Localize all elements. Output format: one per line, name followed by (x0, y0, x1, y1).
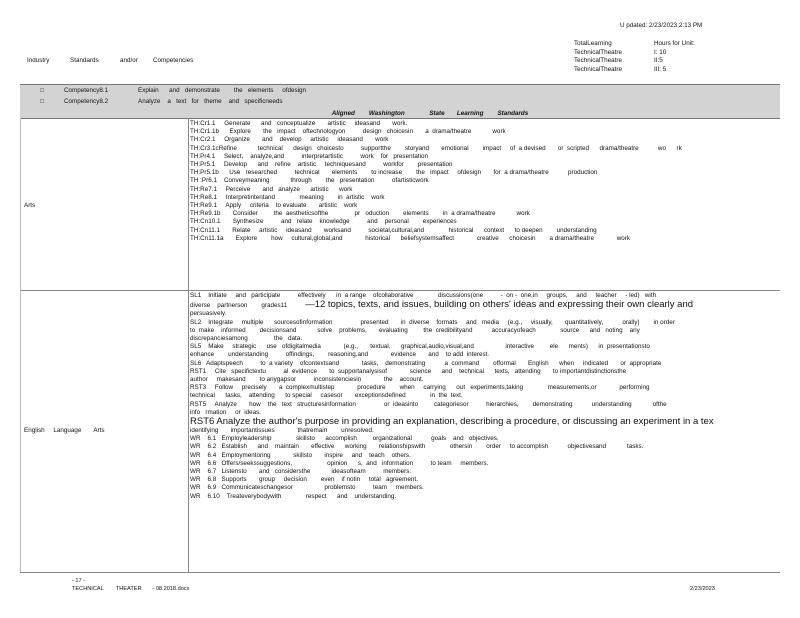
standard-line-text: SL2 Integrate multiple sourcesofinformation presented in diverse formats and media (e.g., visually, quantitatively, orally) in order (190, 318, 675, 326)
standard-line: TH:Re8.1 Interpretintentand meaning in artistic work (190, 193, 385, 201)
standard-line (190, 435, 780, 443)
standard-line (190, 493, 780, 501)
hours-for-unit-label: Hours for Unit: (654, 40, 695, 47)
aligned-standards-heading: Aligned Washington State Learning Standards (331, 110, 529, 117)
standard-line-text: WR 6.10 Treateverybodywith respect and understanding. (190, 492, 397, 500)
standard-line-text: discrepanciesamong the data. (190, 335, 303, 343)
standard-line (190, 292, 780, 300)
hours-row-label: TechnicalTheatre (574, 57, 622, 65)
standard-line (190, 417, 780, 427)
aligned-standards-band (20, 109, 780, 119)
standard-line (190, 409, 780, 417)
competency-code: Competency8.2 (64, 98, 109, 105)
andor-heading: and/or (120, 57, 138, 64)
competency-band (20, 84, 780, 111)
standard-line-text: WR 6.6 Offers/seekssuggestions, opinion s, and information to team members. (190, 459, 489, 467)
standard-line: TH:Cn11.1a Explore how cultural,global,and historical beliefsystemsaffect creative choicesin a drama/theatre work (190, 234, 631, 242)
standard-line-text: WR 6.1 Employleadership skillsto accomplish organizational goals and objectives. (190, 435, 499, 443)
checkbox-icon: □ (40, 87, 44, 94)
standard-line: TH:Pr4.1 Select, analyze,and interpretartistic work for presentation (190, 152, 428, 160)
standard-line: TH:Cr3.1cRefine technical design choicesto supportthe storyand emotional impact of a devised or scripted drama/theatre wo rk (190, 144, 682, 152)
standard-line: TH:Pr5.1b Use researched technical elements to increase the impact ofdesign for a drama/theatre production (190, 169, 598, 177)
standard-line-text: WR 6.2 Establish and maintain effective working relationshipswith othersin order to accomplish objectivesand tasks. (190, 443, 644, 451)
arts-standards-list (190, 120, 780, 243)
competencies-heading: Competencies (153, 57, 194, 64)
competency-text: Explain and demonstrate the elements ofdesign (138, 87, 307, 94)
standard-line (190, 460, 780, 468)
standard-line-text: SL1 Initiate and participate effectively in a range ofcollaborative discussions(one - on - one,in groups, and teacher - led) with (190, 292, 657, 299)
standard-line-text: WR 6.8 Supports group decision even if notin total agreement. (190, 476, 418, 484)
competency-code: Competency8.1 (64, 87, 109, 94)
updated-timestamp: U pdated: 2/23/2023 2:13 PM (620, 22, 703, 29)
standard-line-text: WR 6.9 Communicateschangesor problemsto team members. (190, 484, 424, 492)
standard-line: TH:Cn11.1 Relate artistic ideasand worksand societal,cultural,and historical context to deepen understanding (190, 226, 597, 234)
standard-line: TH:Re7.1 Perceive and analyze artistic work (190, 185, 353, 193)
subject-arts: Arts (24, 202, 36, 209)
standard-line (190, 384, 780, 392)
standard-line-text: RST1 Cite specifictextu al evidence to supportanalysisof science and technical texts, attending to importantdistinctionsthe (190, 367, 627, 375)
standard-line (190, 368, 780, 376)
row-divider (20, 290, 780, 291)
competency-row (20, 86, 306, 96)
standard-line-text: identifying importantissues thatremain unresolved. (190, 427, 374, 435)
checkbox-icon: □ (40, 98, 44, 105)
standard-line (190, 360, 780, 368)
hours-row-label: TechnicalTheatre (574, 65, 622, 73)
english-standards-list (190, 292, 780, 501)
standard-line (190, 319, 780, 327)
standard-line-text: to make informed decisionsand solve problems, evaluating the credibilityand accuracyofeach source and noting any (190, 326, 640, 334)
standard-line-text: SL5 Make strategic use ofdigitalmedia (e.g., textual, graphical,audio,visual,and interactive ele ments) in presentationsto (190, 343, 650, 351)
total-learning-label: TotalLearning (574, 40, 612, 47)
standard-line: TH:Re9.1 Apply criteria to evaluate artistic work (190, 202, 358, 210)
standard-line: TH:Cn10.1 Synthesize and relate knowledge and personal experiences (190, 218, 457, 226)
standard-line: TH:Cr2.1 Organize and develop artistic ideasand work (190, 136, 389, 144)
competency-text: Analyze a text for theme and specificneeds (138, 98, 283, 105)
subject-english-language-arts: English Language Arts (24, 427, 105, 434)
standard-line (190, 468, 780, 476)
hours-row-value: III: 5 (654, 65, 667, 73)
standard-line-text: author makesand to anygapsor inconsistenciesin the account. (190, 376, 424, 384)
standard-line: TH:Cr1.1b Explore the impact oftechnologyon design choicesin a drama/theatre work (190, 128, 506, 136)
standard-line-text: persuasively. (190, 310, 227, 318)
document-title: TECHNICAL THEATER - 08.2018.docx (72, 586, 190, 592)
learning-hours-table (574, 40, 695, 74)
standard-line-text: technical tasks, attending to special casesor exceptionsdefined in the text. (190, 392, 463, 400)
hours-row (574, 49, 695, 58)
hours-row-label: TechnicalTheatre (574, 48, 622, 56)
standard-line (190, 484, 780, 492)
standard-line (190, 310, 780, 318)
standard-line (190, 327, 780, 335)
standard-line-text: WR 6.7 Listensto and considersthe ideasofteam members. (190, 468, 412, 476)
standard-line: TH:Pr5.1 Develop and refine artistic techniquesand workfor presentation (190, 161, 453, 169)
standard-line (190, 376, 780, 384)
standard-line-text: RST5 Analyze how the text structuresinformation or ideasinto categoriesor hierarchies, demonstrating understanding ofthe (190, 400, 667, 408)
standard-line (190, 343, 780, 351)
competency-row (20, 97, 283, 107)
column-divider (188, 118, 189, 572)
hours-row (574, 66, 695, 75)
standard-line-text: diverse partnerson grades11 (190, 302, 288, 310)
table-bottom-border (20, 572, 780, 573)
standard-line (190, 443, 780, 451)
standard-line (190, 300, 780, 310)
hours-row-value: I: 10 (654, 48, 667, 56)
standard-line-text: enhance understanding offindings, reasoning,and evidence and to add interest. (190, 351, 490, 359)
standard-line: TH :Pr6.1 Conveymeaning through the presentation ofartisticwork (190, 177, 429, 185)
footer-date: 2/23/2023 (690, 586, 715, 592)
page-number: - 17 - (72, 578, 86, 584)
standard-line-text: info rmation or ideas. (190, 408, 262, 416)
hours-row (574, 57, 695, 66)
standard-line (190, 452, 780, 460)
standard-line: TH:Re9.1b Consider the aestheticsofthe pr oduction elements in a drama/theatre work (190, 210, 530, 218)
table-left-border (20, 118, 21, 572)
standard-line (190, 401, 780, 409)
standard-line: TH:Cr1.1 Generate and conceptualize artistic ideasand work. (190, 120, 408, 127)
standard-line-text: RST6 Analyze the author's purpose in providing an explanation, describing a procedure, or discussing an experiment in a tex (190, 417, 714, 428)
standard-line (190, 351, 780, 359)
standard-line-text: SL6 Adaptspeech to a variety ofcontextsand tasks, demonstrating a command offormal English when indicated or appropriate (190, 359, 662, 367)
standard-line-continuation: —12 topics, texts, and issues, building on others' ideas and expressing their own clearly and (305, 300, 694, 311)
standard-line (190, 427, 780, 435)
standard-line-text: RST3 Follow precisely a complexmultistep procedure when carrying out experiments,taking measurements,or performing (190, 384, 650, 392)
industry-heading: Industry (27, 57, 50, 64)
standard-line (190, 392, 780, 400)
standards-heading: Standards (70, 57, 99, 64)
standard-line-text: WR 6.4 Employmentoring skillsto inspire and teach others. (190, 451, 411, 459)
standard-line (190, 476, 780, 484)
standard-line (190, 335, 780, 343)
hours-row-value: II:5 (654, 57, 663, 65)
